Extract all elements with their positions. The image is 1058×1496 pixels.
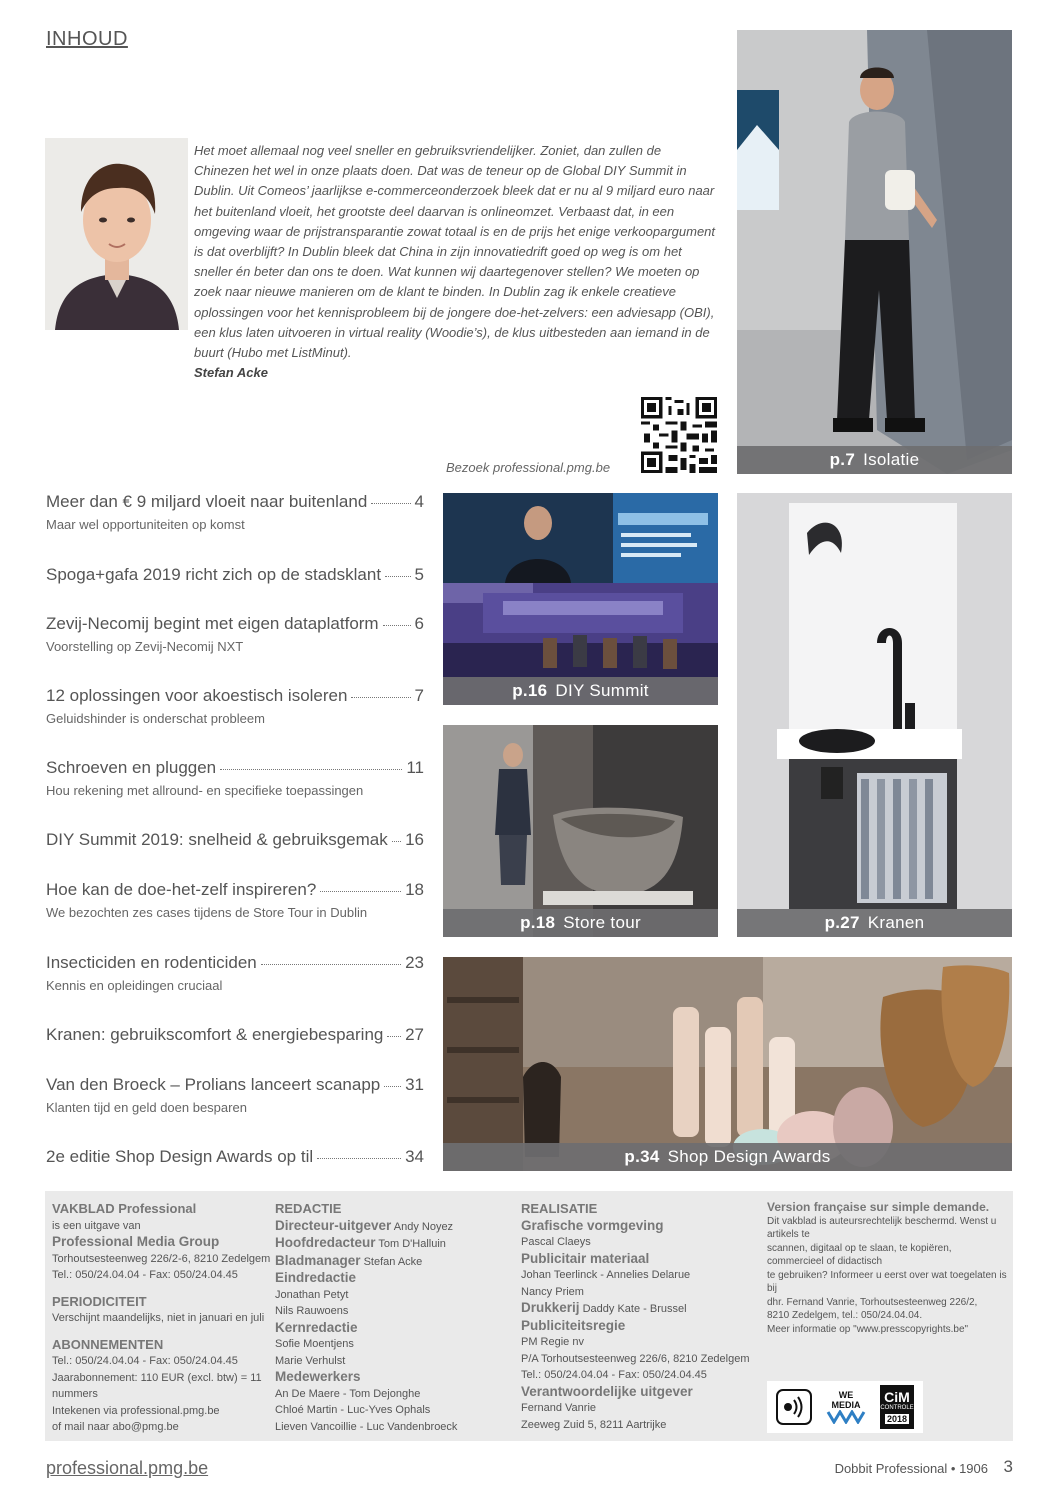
toc-title: DIY Summit 2019: snelheid & gebruiksgemak — [46, 830, 388, 849]
realisatie-title: REALISATIE — [521, 1201, 598, 1216]
editor-portrait — [45, 138, 188, 330]
copyright-line: te gebruiken? Informeer u eerst over wat toegelaten is bij — [767, 1269, 1007, 1294]
toc-subtitle: Voorstelling op Zevij-Necomij NXT — [46, 639, 244, 654]
toc-subtitle: Hou rekening met allround- en specifieke toepassingen — [46, 783, 364, 798]
realisatie-name: Zeeweg Zuid 5, 8211 Aartrijke — [521, 1418, 667, 1431]
periodiciteit-title: PERIODICITEIT — [52, 1293, 147, 1309]
toc-leader — [220, 769, 402, 770]
photo-kranen[interactable] — [737, 493, 1012, 937]
copyright-line: dhr. Fernand Vanrie, Torhoutsesteenweg 226/2, — [767, 1296, 978, 1308]
toc-entry-9[interactable] — [46, 1025, 424, 1045]
caption-store-page: p.18 — [520, 913, 556, 932]
toc-entry-5[interactable] — [46, 758, 424, 798]
toc-title: Schroeven en pluggen — [46, 758, 217, 777]
toc-leader — [385, 576, 410, 577]
redactie-name: Andy Noyez — [393, 1220, 454, 1233]
redactie-name: Chloé Martin - Luc-Yves Ophals — [275, 1404, 431, 1416]
press-copyright-logo — [776, 1385, 812, 1429]
caption-shop-page: p.34 — [624, 1147, 660, 1166]
abonnementen-title: ABONNEMENTEN — [52, 1336, 164, 1352]
toc-leader — [261, 964, 401, 965]
toc-entry-6[interactable] — [46, 830, 424, 850]
francais-title: Version française sur simple demande. — [767, 1200, 990, 1214]
copyright-line: 8210 Zedelgem, tel.: 050/24.04.04. — [767, 1310, 923, 1321]
realisatie-name: Daddy Kate - Brussel — [582, 1303, 687, 1315]
redactie-role: Hoofdredacteur — [275, 1235, 376, 1250]
cim-controle: CONTROLE — [880, 1405, 914, 1411]
caption-isolatie — [737, 446, 1012, 474]
colophon-redactie — [275, 1201, 510, 1435]
redactie-title: REDACTIE — [275, 1201, 342, 1216]
copyright-line: scannen, digitaal op te slaan, te kopiëren, commercieel of didactisch — [767, 1242, 952, 1267]
toc-subtitle: We bezochten zes cases tijdens de Store Tour in Dublin — [46, 905, 368, 920]
realisatie-role: Grafische vormgeving — [521, 1217, 664, 1233]
redactie-name: Stefan Acke — [363, 1255, 423, 1268]
caption-store-tour — [443, 909, 718, 937]
toc-title: Meer dan € 9 miljard vloeit naar buitenland — [46, 492, 368, 511]
cim-year: 2018 — [886, 1414, 908, 1424]
visit-website-note: Bezoek professional.pmg.be — [446, 460, 611, 475]
toc-title: Van den Broeck – Prolians lanceert scanapp — [46, 1075, 381, 1094]
redactie-role: Eindredactie — [275, 1270, 357, 1285]
caption-isolatie-page: p.7 — [829, 450, 856, 469]
realisatie-name: Fernand Vanrie — [521, 1402, 597, 1414]
editorial-body: Het moet allemaal nog veel sneller en gebruiksvriendelijker. Zoniet, dan zullen de Chinezen het wel in onze plaats doen. Dat was de teneur op de Global DIY Summit in Dublin. Uit Comeos’ jaarlijkse e-commerceonderzoek bleek dat er nu al 9 miljard euro naar het buitenland vloeit, het grootste deel daarvan is onlineomzet. Verbaast dat, in een omgeving waar de prijstransparantie zowat totaal is en de prijs het enige verkoopargument is dat overblijft? In Dublin bleek dat China in zijn innovatiedrift goed op weg is om het sneller én beter dan ons te doen. Wat kunnen wij daartegenover stellen? We moeten op zoek naar nieuwe manieren om de klant te binden. In Dublin zag ik enkele creatieve oplossingen voor het kennisprobleem bij de jongere doe-het-zelvers: een adviesapp (OBI), een klus laten uitvoeren in virtual reality (Woodie’s), de klus uitbesteden aan iemand in de buurt (Hubo met ListMinut). — [194, 143, 716, 361]
toc-page: 6 — [414, 614, 424, 633]
page-number: 3 — [1003, 1457, 1013, 1476]
abonnementen-via: Intekenen via professional.pmg.be — [52, 1404, 220, 1417]
toc-title: Zevij-Necomij begint met eigen dataplatform — [46, 614, 379, 633]
caption-kranen-label: Kranen — [867, 913, 925, 932]
cim-logo — [880, 1385, 914, 1429]
realisatie-name: P/A Torhoutsesteenweg 226/6, 8210 Zedelgem — [521, 1352, 750, 1365]
toc-leader — [351, 697, 410, 698]
toc-entry-3[interactable] — [46, 614, 424, 654]
vakblad-line: is een uitgave van — [52, 1219, 141, 1232]
toc-title: Hoe kan de doe-het-zelf inspireren? — [46, 880, 317, 899]
realisatie-name: Tel.: 050/24.04.04 - Fax: 050/24.04.45 — [521, 1369, 707, 1381]
photo-store-tour[interactable] — [443, 725, 718, 937]
page-heading: INHOUD — [46, 28, 128, 50]
caption-kranen-page: p.27 — [824, 913, 860, 932]
toc-entry-11[interactable] — [46, 1147, 424, 1167]
toc-leader — [317, 1158, 401, 1159]
caption-kranen — [737, 909, 1012, 937]
toc-page: 7 — [414, 686, 424, 705]
realisatie-name: PM Regie nv — [521, 1336, 584, 1348]
footer-magazine-issue: Dobbit Professional • 1906 — [834, 1461, 988, 1476]
abonnementen-mail: of mail naar abo@pmg.be — [52, 1421, 179, 1433]
colophon-copyright — [767, 1201, 1007, 1336]
caption-diy-page: p.16 — [512, 681, 548, 700]
toc-leader — [384, 1086, 401, 1087]
caption-shop-label: Shop Design Awards — [667, 1147, 831, 1166]
toc-page: 5 — [414, 565, 424, 584]
toc-page: 4 — [414, 492, 424, 511]
toc-entry-7[interactable] — [46, 880, 424, 920]
caption-diy-summit — [443, 677, 718, 705]
redactie-name: Jonathan Petyt — [275, 1288, 349, 1301]
caption-isolatie-label: Isolatie — [863, 450, 920, 469]
toc-subtitle: Kennis en opleidingen cruciaal — [46, 978, 223, 993]
editorial-signature: Stefan Acke — [194, 365, 268, 381]
caption-shop-design — [443, 1143, 1012, 1171]
vakblad-title: VAKBLAD Professional — [52, 1201, 197, 1216]
toc-page: 16 — [405, 830, 424, 849]
toc-subtitle: Geluidshinder is onderschat probleem — [46, 711, 265, 726]
toc-title: 12 oplossingen voor akoestisch isoleren — [46, 686, 348, 705]
redactie-name: Marie Verhulst — [275, 1354, 346, 1367]
toc-entry-10[interactable] — [46, 1075, 424, 1115]
toc-subtitle: Klanten tijd en geld doen besparen — [46, 1100, 247, 1115]
toc-page: 34 — [405, 1147, 424, 1166]
toc-page: 18 — [405, 880, 424, 899]
toc-page: 27 — [405, 1025, 424, 1044]
redactie-role: Medewerkers — [275, 1369, 361, 1384]
redactie-role: Kernredactie — [275, 1319, 358, 1335]
toc-entry-1[interactable] — [46, 492, 424, 532]
vakblad-company: Professional Media Group — [52, 1234, 220, 1249]
editorial-text — [194, 141, 719, 383]
abonnementen-price: Jaarabonnement: 110 EUR (excl. btw) = 11 nummers — [52, 1371, 262, 1400]
toc-page: 23 — [405, 953, 424, 972]
realisatie-name: Johan Teerlinck - Annelies Delarue — [521, 1269, 691, 1281]
toc-page: 11 — [406, 758, 424, 777]
caption-diy-label: DIY Summit — [555, 681, 649, 700]
realisatie-role: Publicitair materiaal — [521, 1250, 650, 1266]
copyright-line: Meer informatie op "www.presscopyrights.be" — [767, 1323, 969, 1335]
we-media-we: WE — [838, 1390, 854, 1400]
toc-leader — [392, 841, 401, 842]
realisatie-role: Drukkerij — [521, 1300, 580, 1315]
colophon-publisher — [52, 1201, 272, 1436]
redactie-name: Tom D'Halluin — [378, 1238, 446, 1250]
we-media-media: MEDIA — [831, 1400, 861, 1410]
realisatie-role: Verantwoordelijke uitgever — [521, 1383, 693, 1399]
toc-title: Spoga+gafa 2019 richt zich op de stadsklant — [46, 565, 382, 584]
toc-leader — [383, 625, 411, 626]
colophon-realisatie — [521, 1201, 761, 1433]
footer-website-link[interactable]: professional.pmg.be — [46, 1458, 209, 1478]
vakblad-tel: Tel.: 050/24.04.04 - Fax: 050/24.04.45 — [52, 1269, 238, 1281]
toc-leader — [320, 891, 401, 892]
toc-leader — [371, 503, 410, 504]
vakblad-address: Torhoutsesteenweg 226/2-6, 8210 Zedelgem — [52, 1252, 271, 1265]
qr-code[interactable] — [640, 397, 718, 473]
copyright-line: Dit vakblad is auteursrechtelijk beschermd. Wenst u artikels te — [767, 1215, 997, 1240]
toc-title: Kranen: gebruikscomfort & energiebesparing — [46, 1025, 384, 1044]
periodiciteit-text: Verschijnt maandelijks, niet in januari en juli — [52, 1312, 265, 1324]
certification-logos — [767, 1381, 923, 1433]
caption-store-label: Store tour — [563, 913, 641, 932]
realisatie-role: Publiciteitsregie — [521, 1317, 626, 1333]
photo-isolatie[interactable] — [737, 30, 1012, 474]
toc-entry-8[interactable] — [46, 953, 424, 993]
redactie-name: An De Maere - Tom Dejonghe — [275, 1387, 421, 1400]
toc-entry-4[interactable] — [46, 686, 424, 726]
toc-title: Insecticiden en rodenticiden — [46, 953, 257, 972]
we-media-logo — [822, 1385, 870, 1429]
redactie-name: Sofie Moentjens — [275, 1338, 354, 1350]
realisatie-name: Pascal Claeys — [521, 1236, 591, 1248]
we-media-mark-icon — [826, 1410, 866, 1424]
redactie-role: Directeur-uitgever — [275, 1217, 392, 1233]
toc-subtitle: Maar wel opportuniteiten op komst — [46, 517, 245, 532]
toc-leader — [387, 1036, 401, 1037]
redactie-name: Lieven Vancoillie - Luc Vandenbroeck — [275, 1420, 458, 1433]
realisatie-name: Nancy Priem — [521, 1285, 584, 1298]
colophon — [45, 1191, 1013, 1441]
toc-title: 2e editie Shop Design Awards op til — [46, 1147, 314, 1166]
photo-diy-summit[interactable] — [443, 493, 718, 705]
redactie-role: Bladmanager — [275, 1252, 361, 1268]
redactie-name: Nils Rauwoens — [275, 1305, 349, 1317]
cim-text: CiM — [884, 1389, 910, 1405]
photo-shop-design[interactable] — [443, 957, 1012, 1171]
abonnementen-tel: Tel.: 050/24.04.04 - Fax: 050/24.04.45 — [52, 1355, 238, 1367]
toc-entry-2[interactable] — [46, 565, 424, 585]
toc-page: 31 — [405, 1075, 424, 1094]
